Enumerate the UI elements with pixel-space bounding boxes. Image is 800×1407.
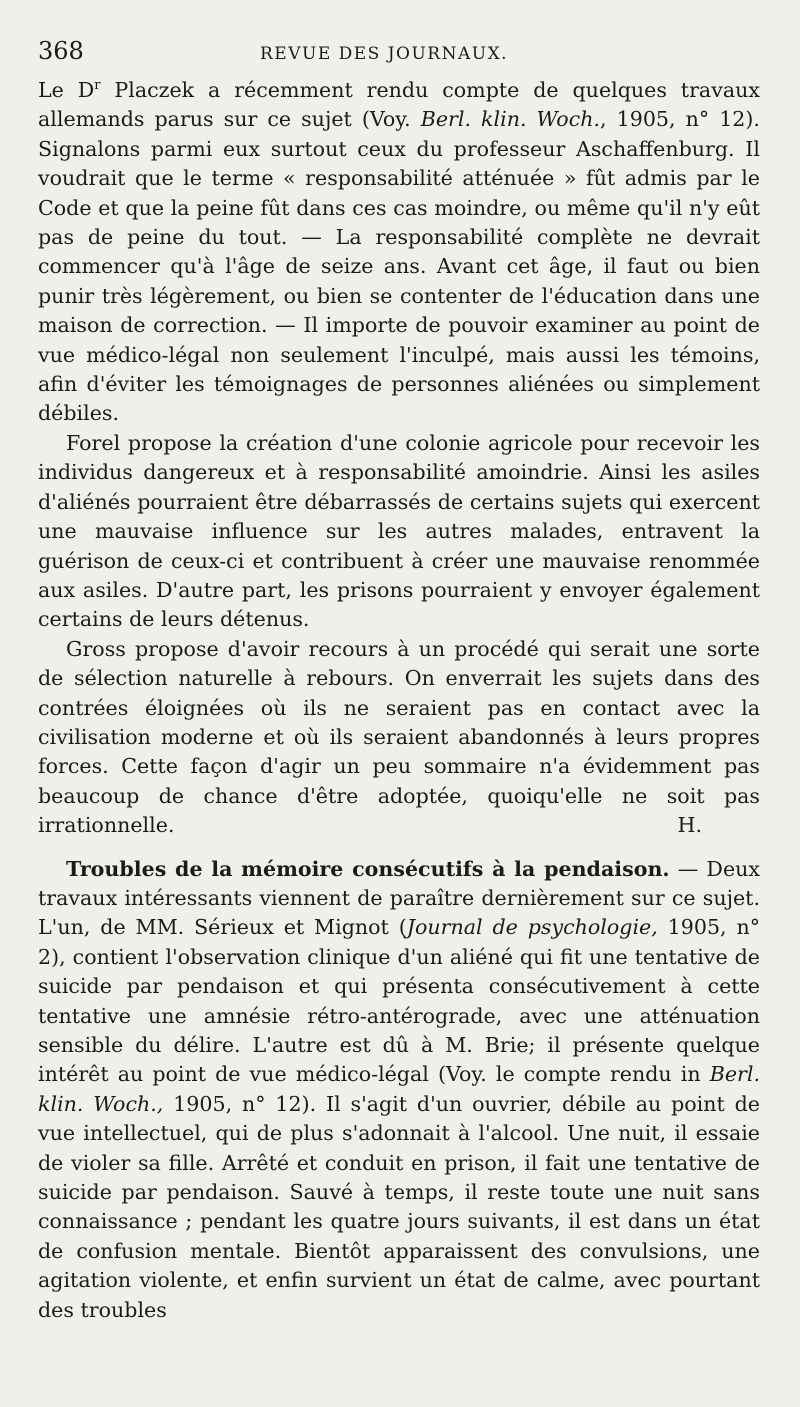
p1-text-b: Placzek a récemment rendu compte de quelques travaux allemands parus sur ce sujet (Voy. xyxy=(38,78,760,132)
p4-journal-reference-2: Berl. klin. Woch., xyxy=(38,1062,760,1116)
paragraph-troubles-memoire xyxy=(38,855,760,1326)
page-number: 368 xyxy=(38,37,84,65)
p4-text-b: 1905, n° 2), contient l'observation clinique d'un aliéné qui fit une tentative de suicide par pendaison et qui présenta consécutivement à cette tentative une amnésie rétro-antérograde, avec une atténuation sensible du délire. L'autre est dû à M. Brie; il présente quelque intérêt au point de vue médico-légal (Voy. le compte rendu in xyxy=(38,915,761,1087)
p4-text-a: — Deux travaux intéressants viennent de paraître dernièrement sur ce sujet. L'un, de MM. Sérieux et Mignot ( xyxy=(38,856,761,940)
p3-text: Gross propose d'avoir recours à un procédé qui serait une sorte de sélection naturelle à rebours. On enverrait les sujets dans des contrées éloignées où ils ne seraient pas en contact avec la civilisation moderne et où ils seraient abandonnés à leurs propres forces. Cette façon d'agir un peu sommaire n'a évidemment pas beaucoup de chance d'être adoptée, quoiqu'elle ne soit pas irrationnelle. xyxy=(38,636,760,838)
p1-text-c: , 1905, n° 12). Signalons parmi eux surtout ceux du professeur Aschaffenburg. Il voudrait que le terme « responsabilité atténuée » fût admis par le Code et que la peine fût dans ces cas moindre, ou même qu'il n'y eût pas de peine du tout. — La responsabilité complète ne devrait commencer qu'à l'âge de seize ans. Avant cet âge, il faut ou bien punir très légèrement, ou bien se contenter de l'éducation dans une maison de correction. — Il importe de pouvoir examiner au point de vue médico-légal non seulement l'inculpé, mais aussi les témoins, afin d'éviter les témoignages de personnes aliénées ou simplement débiles. xyxy=(38,107,760,426)
p1-text-a: Le D xyxy=(38,78,95,102)
paragraph-placzek xyxy=(38,76,760,429)
running-head xyxy=(38,32,760,76)
p4-text-c: 1905, n° 12). Il s'agit d'un ouvrier, débile au point de vue intellectuel, qui de plus s'adonnait à l'alcool. Une nuit, il essaie de violer sa fille. Arrêté et conduit en prison, il fait une tentative de suicide par pendaison. Sauvé à temps, il reste toute une nuit sans connaissance ; pendant les quatre jours suivants, il est dans un état de confusion mentale. Bientôt apparaissent des convulsions, une agitation violente, et enfin survient un état de calme, avec pourtant des troubles xyxy=(38,1091,760,1322)
p1-journal-reference: Berl. klin. Woch. xyxy=(420,107,601,132)
p1-superscript: r xyxy=(94,78,101,94)
paragraph-forel: Forel propose la création d'une colonie agricole pour recevoir les individus dangereux et à responsabilité amoindrie. Ainsi les asiles d'aliénés pourraient être débarrassés de certains sujets qui exercent une mauvaise influence sur les autres malades, entravent la guérison de ceux-ci et contribuent à créer une mauvaise renommée aux asiles. D'autre part, les prisons pourraient y envoyer également certains de leurs détenus. xyxy=(38,430,760,632)
paragraph-gross xyxy=(38,635,760,841)
section-heading: Troubles de la mémoire consécutifs à la pendaison. xyxy=(66,856,670,881)
journal-title: REVUE DES JOURNAUX. xyxy=(260,44,509,64)
p4-journal-reference-1: Journal de psychologie, xyxy=(406,915,658,940)
author-signature: H. xyxy=(677,813,702,838)
